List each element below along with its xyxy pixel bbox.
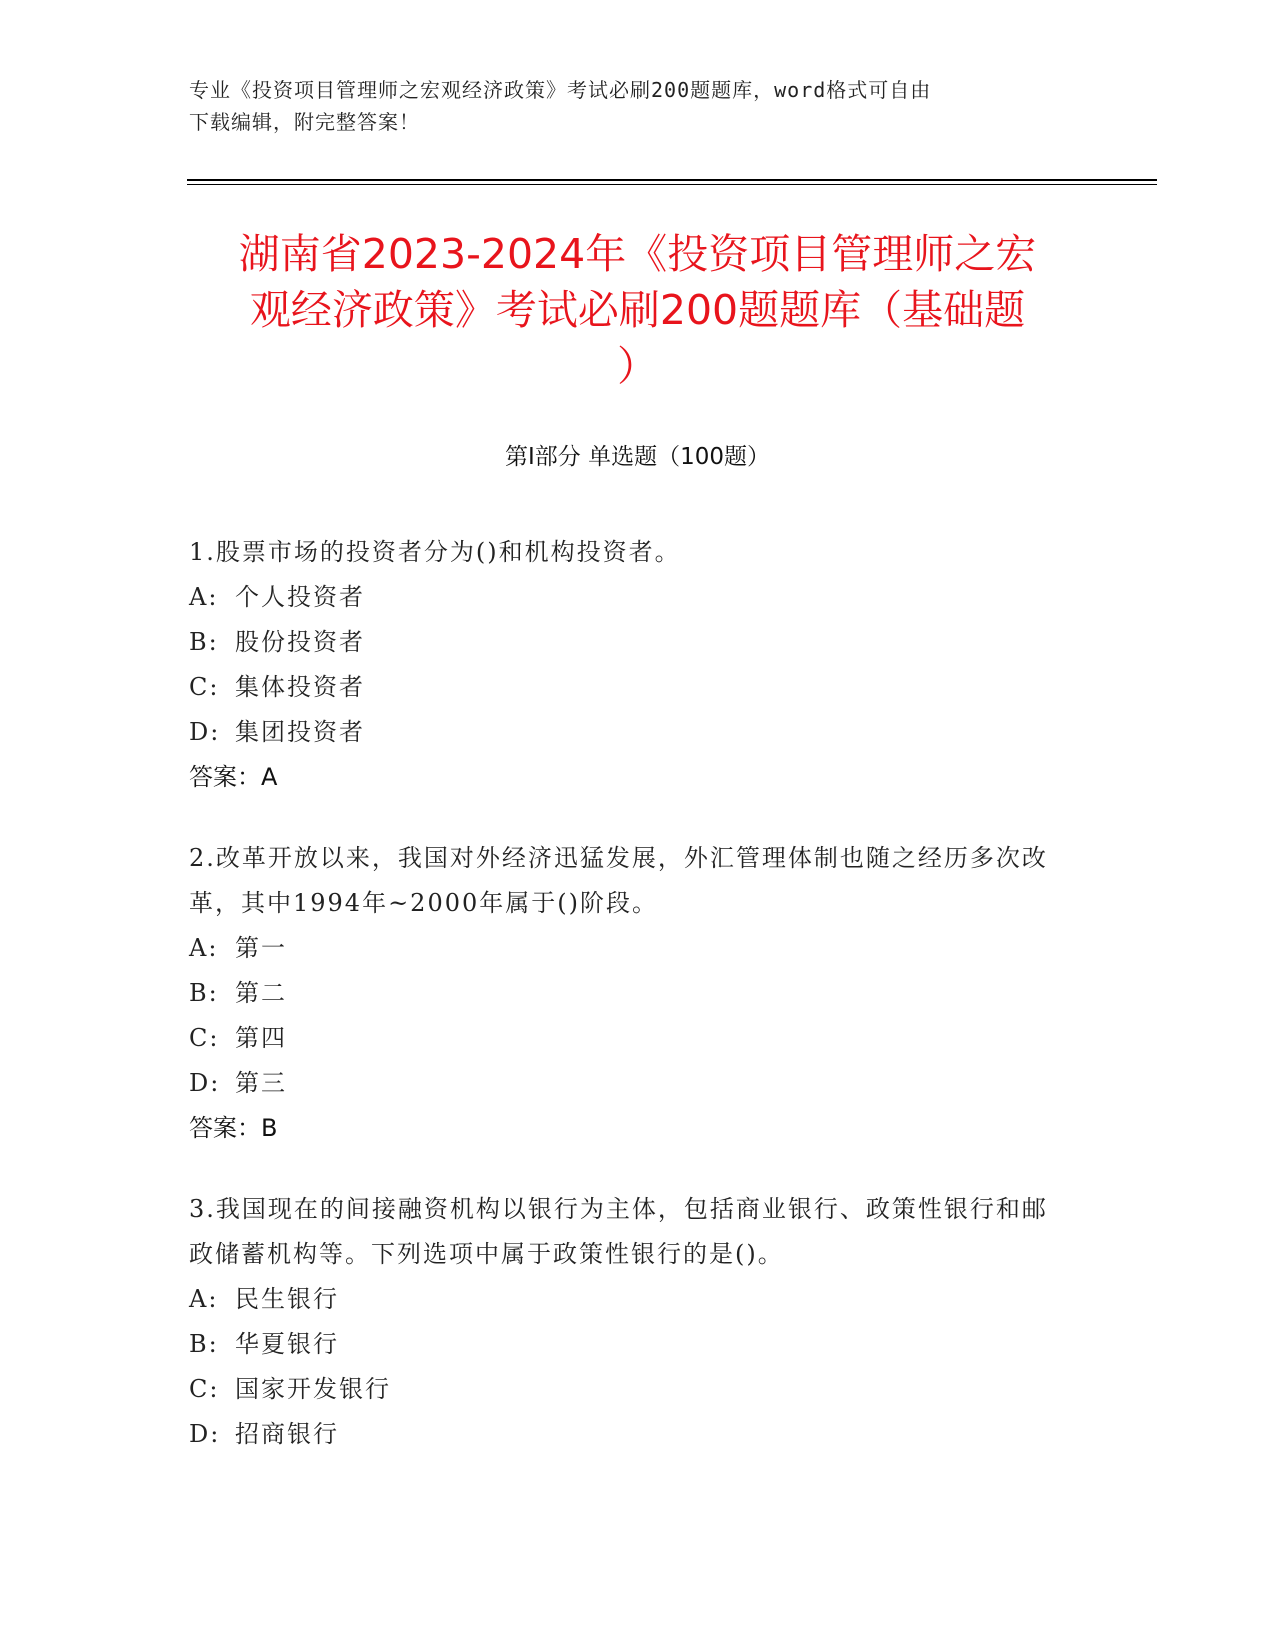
document-title <box>150 226 1125 394</box>
option-key: C: <box>189 673 220 701</box>
option-b <box>189 1322 1069 1367</box>
option-c <box>189 1367 1069 1412</box>
option-key: B: <box>189 628 219 656</box>
option-key: A: <box>189 1285 219 1313</box>
option-text: 第四 <box>235 1024 287 1052</box>
option-key: D: <box>189 1420 221 1448</box>
option-d <box>189 710 1069 755</box>
option-key: B: <box>189 979 219 1007</box>
option-text: 集团投资者 <box>235 718 365 746</box>
option-text: 股份投资者 <box>235 628 365 656</box>
option-text: 国家开发银行 <box>235 1375 391 1403</box>
header-note-line2: 下载编辑，附完整答案！ <box>189 110 420 134</box>
answer-label: 答案： <box>189 763 261 791</box>
question-stem: 3.我国现在的间接融资机构以银行为主体，包括商业银行、政策性银行和邮政储蓄机构等。下列选项中属于政策性银行的是()。 <box>189 1195 1048 1268</box>
header-note-line1: 专业《投资项目管理师之宏观经济政策》考试必刷200题题库，word格式可自由 <box>189 78 932 102</box>
answer-line <box>189 755 1069 800</box>
option-d <box>189 1412 1069 1457</box>
option-d <box>189 1061 1069 1106</box>
question-1 <box>189 530 1069 800</box>
option-key: D: <box>189 718 221 746</box>
question-3 <box>189 1187 1069 1457</box>
option-text: 招商银行 <box>235 1420 339 1448</box>
question-stem: 2.改革开放以来，我国对外经济迅猛发展，外汇管理体制也随之经历多次改革，其中1994年~2000年属于()阶段。 <box>189 844 1048 917</box>
option-a <box>189 575 1069 620</box>
option-c <box>189 1016 1069 1061</box>
option-text: 第三 <box>235 1069 287 1097</box>
question-list <box>189 530 1069 1493</box>
option-b <box>189 620 1069 665</box>
question-stem: 1.股票市场的投资者分为()和机构投资者。 <box>189 538 681 566</box>
answer-label: 答案： <box>189 1114 261 1142</box>
header-note <box>189 74 1089 138</box>
header-divider-thick <box>187 179 1157 181</box>
option-text: 第一 <box>235 934 287 962</box>
option-text: 民生银行 <box>235 1285 339 1313</box>
option-a <box>189 1277 1069 1322</box>
option-c <box>189 665 1069 710</box>
answer-value: B <box>261 1114 278 1142</box>
option-key: B: <box>189 1330 219 1358</box>
option-text: 华夏银行 <box>235 1330 339 1358</box>
option-b <box>189 971 1069 1016</box>
option-key: A: <box>189 583 219 611</box>
answer-value: A <box>261 763 278 791</box>
option-key: D: <box>189 1069 221 1097</box>
option-text: 第二 <box>235 979 287 1007</box>
option-text: 个人投资者 <box>235 583 365 611</box>
document-title-line3: ） <box>617 342 658 390</box>
section-title: 第Ⅰ部分 单选题（100题） <box>505 444 770 470</box>
option-key: C: <box>189 1024 220 1052</box>
question-2 <box>189 836 1069 1151</box>
header-divider-thin <box>187 184 1157 185</box>
option-key: A: <box>189 934 219 962</box>
document-title-line2: 观经济政策》考试必刷200题题库（基础题 <box>249 286 1026 334</box>
option-text: 集体投资者 <box>235 673 365 701</box>
option-key: C: <box>189 1375 220 1403</box>
answer-line <box>189 1106 1069 1151</box>
option-a <box>189 926 1069 971</box>
document-title-line1: 湖南省2023-2024年《投资项目管理师之宏 <box>238 230 1037 278</box>
